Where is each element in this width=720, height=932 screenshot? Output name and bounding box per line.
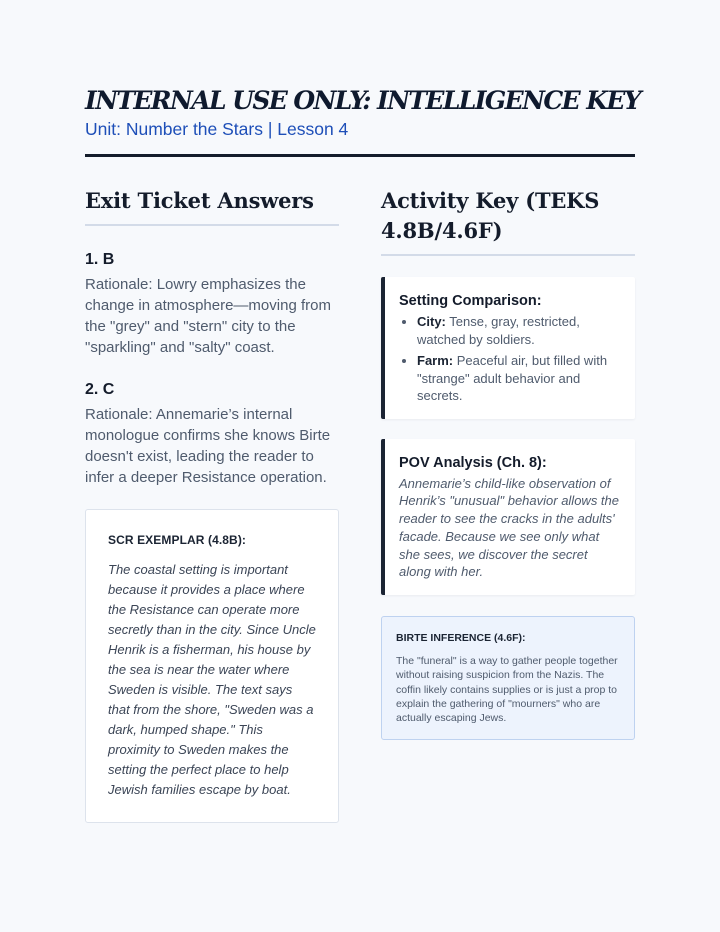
pov-analysis-card: [381, 439, 635, 596]
list-item: [417, 352, 619, 405]
setting-description: Peaceful air, but filled with "strange" adult behavior and secrets.: [417, 353, 608, 403]
answer-key-document: [85, 86, 641, 797]
pov-analysis-text: Annemarie’s child-like observation of Henrik’s "unusual" behavior allows the reader to see the cracks in the adults' facade. Because we see only what she sees, we discover the secret along with her.: [399, 475, 619, 580]
answer-label: 1. B: [85, 251, 115, 268]
setting-comparison-list: [399, 313, 619, 405]
setting-term: Farm:: [417, 353, 454, 368]
pov-analysis-title: POV Analysis (Ch. 8):: [399, 454, 547, 471]
exit-ticket-column: [85, 186, 339, 823]
answer-rationale: Rationale: Annemarie’s internal monologue confirms she knows Birte doesn't exist, leading the reader to infer a deeper Resistance operation.: [85, 406, 331, 486]
birte-inference-text: The "funeral" is a way to gather people together without raising suspicion from the Nazis. The coffin likely contains supplies or is just a prop to explain the gathering of "mourners" who are actually escaping Jews.: [396, 655, 618, 725]
birte-inference-box: [381, 616, 635, 740]
answer-item: [85, 380, 339, 488]
document-title: INTERNAL USE ONLY: INTELLIGENCE KEY: [85, 86, 641, 115]
scr-exemplar-box: [85, 509, 339, 823]
answer-item: [85, 250, 339, 358]
activity-key-divider: [381, 254, 635, 256]
setting-comparison-title: Setting Comparison:: [399, 293, 542, 309]
list-item: [417, 313, 619, 348]
exit-ticket-heading: Exit Ticket Answers: [85, 188, 314, 213]
activity-key-column: [381, 186, 635, 740]
setting-term: City:: [417, 314, 446, 329]
scr-exemplar-text: The coastal setting is important because it provides a place where the Resistance can operate more secretly than in the city. Since Uncle Henrik is a fisherman, his house by the sea is near the water where Sweden is visible. The text says that from the shore, "Sweden was a dark, humped shape." This proximity to Sweden makes the setting the perfect place to help Jewish families escape by boat.: [108, 562, 316, 797]
setting-comparison-card: [381, 277, 635, 419]
setting-description: Tense, gray, restricted, watched by soldiers.: [417, 314, 580, 347]
activity-key-heading: Activity Key (TEKS 4.8B/4.6F): [381, 188, 600, 243]
exit-ticket-divider: [85, 224, 339, 226]
header-divider: [85, 154, 635, 157]
answer-rationale: Rationale: Lowry emphasizes the change in atmosphere—moving from the "grey" and "stern" city to the "sparkling" and "salty" coast.: [85, 276, 331, 356]
scr-exemplar-title: SCR EXEMPLAR (4.8B):: [108, 533, 247, 547]
answer-label: 2. C: [85, 381, 115, 398]
birte-inference-title: BIRTE INFERENCE (4.6F):: [396, 632, 526, 645]
unit-lesson-subtitle: Unit: Number the Stars | Lesson 4: [85, 119, 349, 139]
